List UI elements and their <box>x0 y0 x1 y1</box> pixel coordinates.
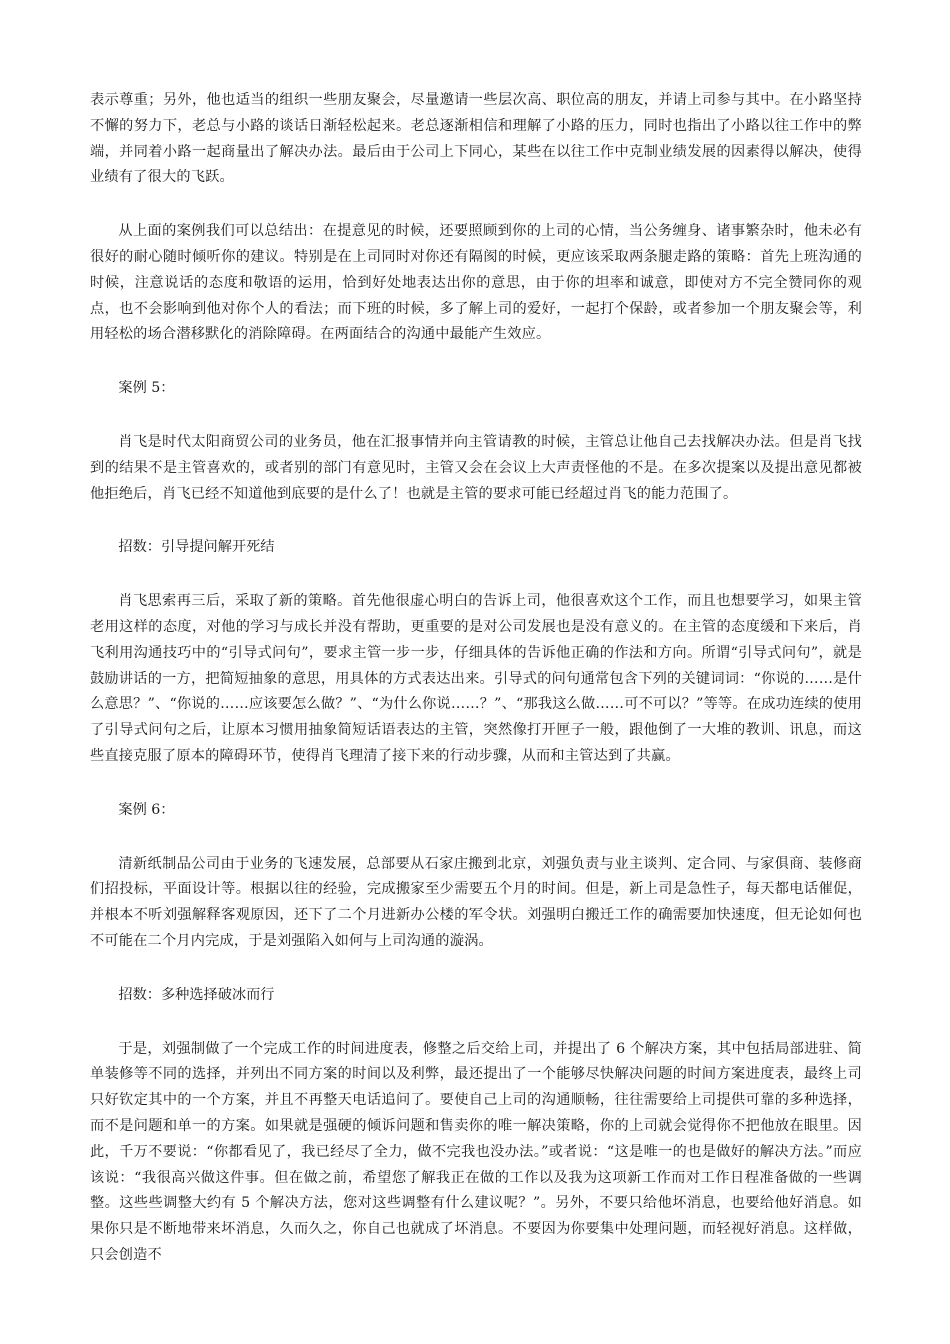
document-page <box>90 88 862 1269</box>
paragraph-1: 表示尊重；另外，他也适当的组织一些朋友聚会，尽量邀请一些层次高、职位高的朋友，并请上司参与其中。在小路坚持不懈的努力下，老总与小路的谈话日渐轻松起来。老总逐渐相信和理解了小路的压力，同时也指出了小路以往工作中的弊端，并同着小路一起商量出了解决办法。最后由于公司上下同心，某些在以往工作中克制业绩发展的因素得以解决，使得业绩有了很大的飞跃。 <box>90 92 862 186</box>
paragraph-5: 清新纸制品公司由于业务的飞速发展，总部要从石家庄搬到北京，刘强负责与业主谈判、定合同、与家俱商、装修商们招投标，平面设计等。根据以往的经验，完成搬家至少需要五个月的时间。但是，新上司是急性子，每天都电话催促，并根本不听刘强解释客观原因，还下了二个月进新办公楼的军令状。刘强明白搬迁工作的确需要加快速度，但无论如何也不可能在二个月内完成，于是刘强陷入如何与上司沟通的漩涡。 <box>90 855 862 949</box>
paragraph-2: 从上面的案例我们可以总结出：在提意见的时候，还要照顾到你的上司的心情，当公务缠身、诸事繁杂时，他未必有很好的耐心随时倾听你的建议。特别是在上司同时对你还有隔阂的时候，更应该采取两条腿走路的策略：首先上班沟通的时候，注意说话的态度和敬语的运用，恰到好处地表达出你的意思，由于你的坦率和诚意，即使对方不完全赞同你的观点，也不会影响到他对你个人的看法；而下班的时候，多了解上司的爱好，一起打个保龄，或者参加一个朋友聚会等，利用轻松的场合潜移默化的消除障碍。在两面结合的沟通中最能产生效应。 <box>90 223 862 343</box>
paragraph-4: 肖飞思索再三后，采取了新的策略。首先他很虚心明白的告诉上司，他很喜欢这个工作，而且也想要学习，如果主管老用这样的态度，对他的学习与成长并没有帮助，更重要的是对公司发展也是没有意义的。在主管的态度缓和下来后，肖飞利用沟通技巧中的“引导式问句”，要求主管一步一步，仔细具体的告诉他正确的作法和方向。所谓“引导式问句”，就是鼓励讲话的一方，把简短抽象的意思，用具体的方式表达出来。引导式的问句通常包含下列的关键词词：“你说的……是什么意思？”、“你说的……应该要怎么做？”、“为什么你说……？”、“那我这么做……可不可以？”等等。在成功连续的使用了引导式问句之后，让原本习惯用抽象简短话语表达的主管，突然像打开匣子一般，跟他倒了一大堆的教训、讯息，而这些直接克服了原本的障碍环节，使得肖飞理清了接下来的行动步骤，从而和主管达到了共赢。 <box>90 593 862 764</box>
tip-6-heading: 招数：多种选择破冰而行 <box>118 986 275 1003</box>
case-6-heading: 案例 6： <box>118 801 175 818</box>
case-5-heading: 案例 5： <box>118 380 175 397</box>
paragraph-6: 于是，刘强制做了一个完成工作的时间进度表，修整之后交给上司，并提出了 6 个解决方案，其中包括局部进驻、简单装修等不同的选择，并列出不同方案的时间以及利弊，最还提出了一个能够尽快解决问题的时间方案进度表，最终上司只好钦定其中的一个方案，并且不再整天电话追问了。要使自己上司的沟通顺畅，往往需要给上司提供可靠的多种选择，而不是问题和单一的方案。如果就是强硬的倾诉问题和售卖你的唯一解决策略，你的上司就会觉得你不把他放在眼里。因此，千万不要说：“你都看见了，我已经尽了全力，做不完我也没办法。”或者说：“这是唯一的也是做好的解决方法。”而应该说：“我很高兴做这件事。但在做之前，希望您了解我正在做的工作以及我为这项新工作而对工作日程准备做的一些调整。这些些调整大约有 5 个解决方法，您对这些调整有什么建议呢？”。另外，不要只给他坏消息，也要给他好消息。如果你只是不断地带来坏消息，久而久之，你自己也就成了坏消息。不要因为你要集中处理问题，而轻视好消息。这样做，只会创造不 <box>90 1040 862 1263</box>
tip-5-heading: 招数：引导提问解开死结 <box>118 539 275 556</box>
paragraph-3: 肖飞是时代太阳商贸公司的业务员，他在汇报事情并向主管请教的时候，主管总让他自己去找解决办法。但是肖飞找到的结果不是主管喜欢的，或者别的部门有意见时，主管又会在会议上大声责怪他的不是。在多次提案以及提出意见都被他拒绝后，肖飞已经不知道他到底要的是什么了！也就是主管的要求可能已经超过肖飞的能力范围了。 <box>90 433 862 502</box>
